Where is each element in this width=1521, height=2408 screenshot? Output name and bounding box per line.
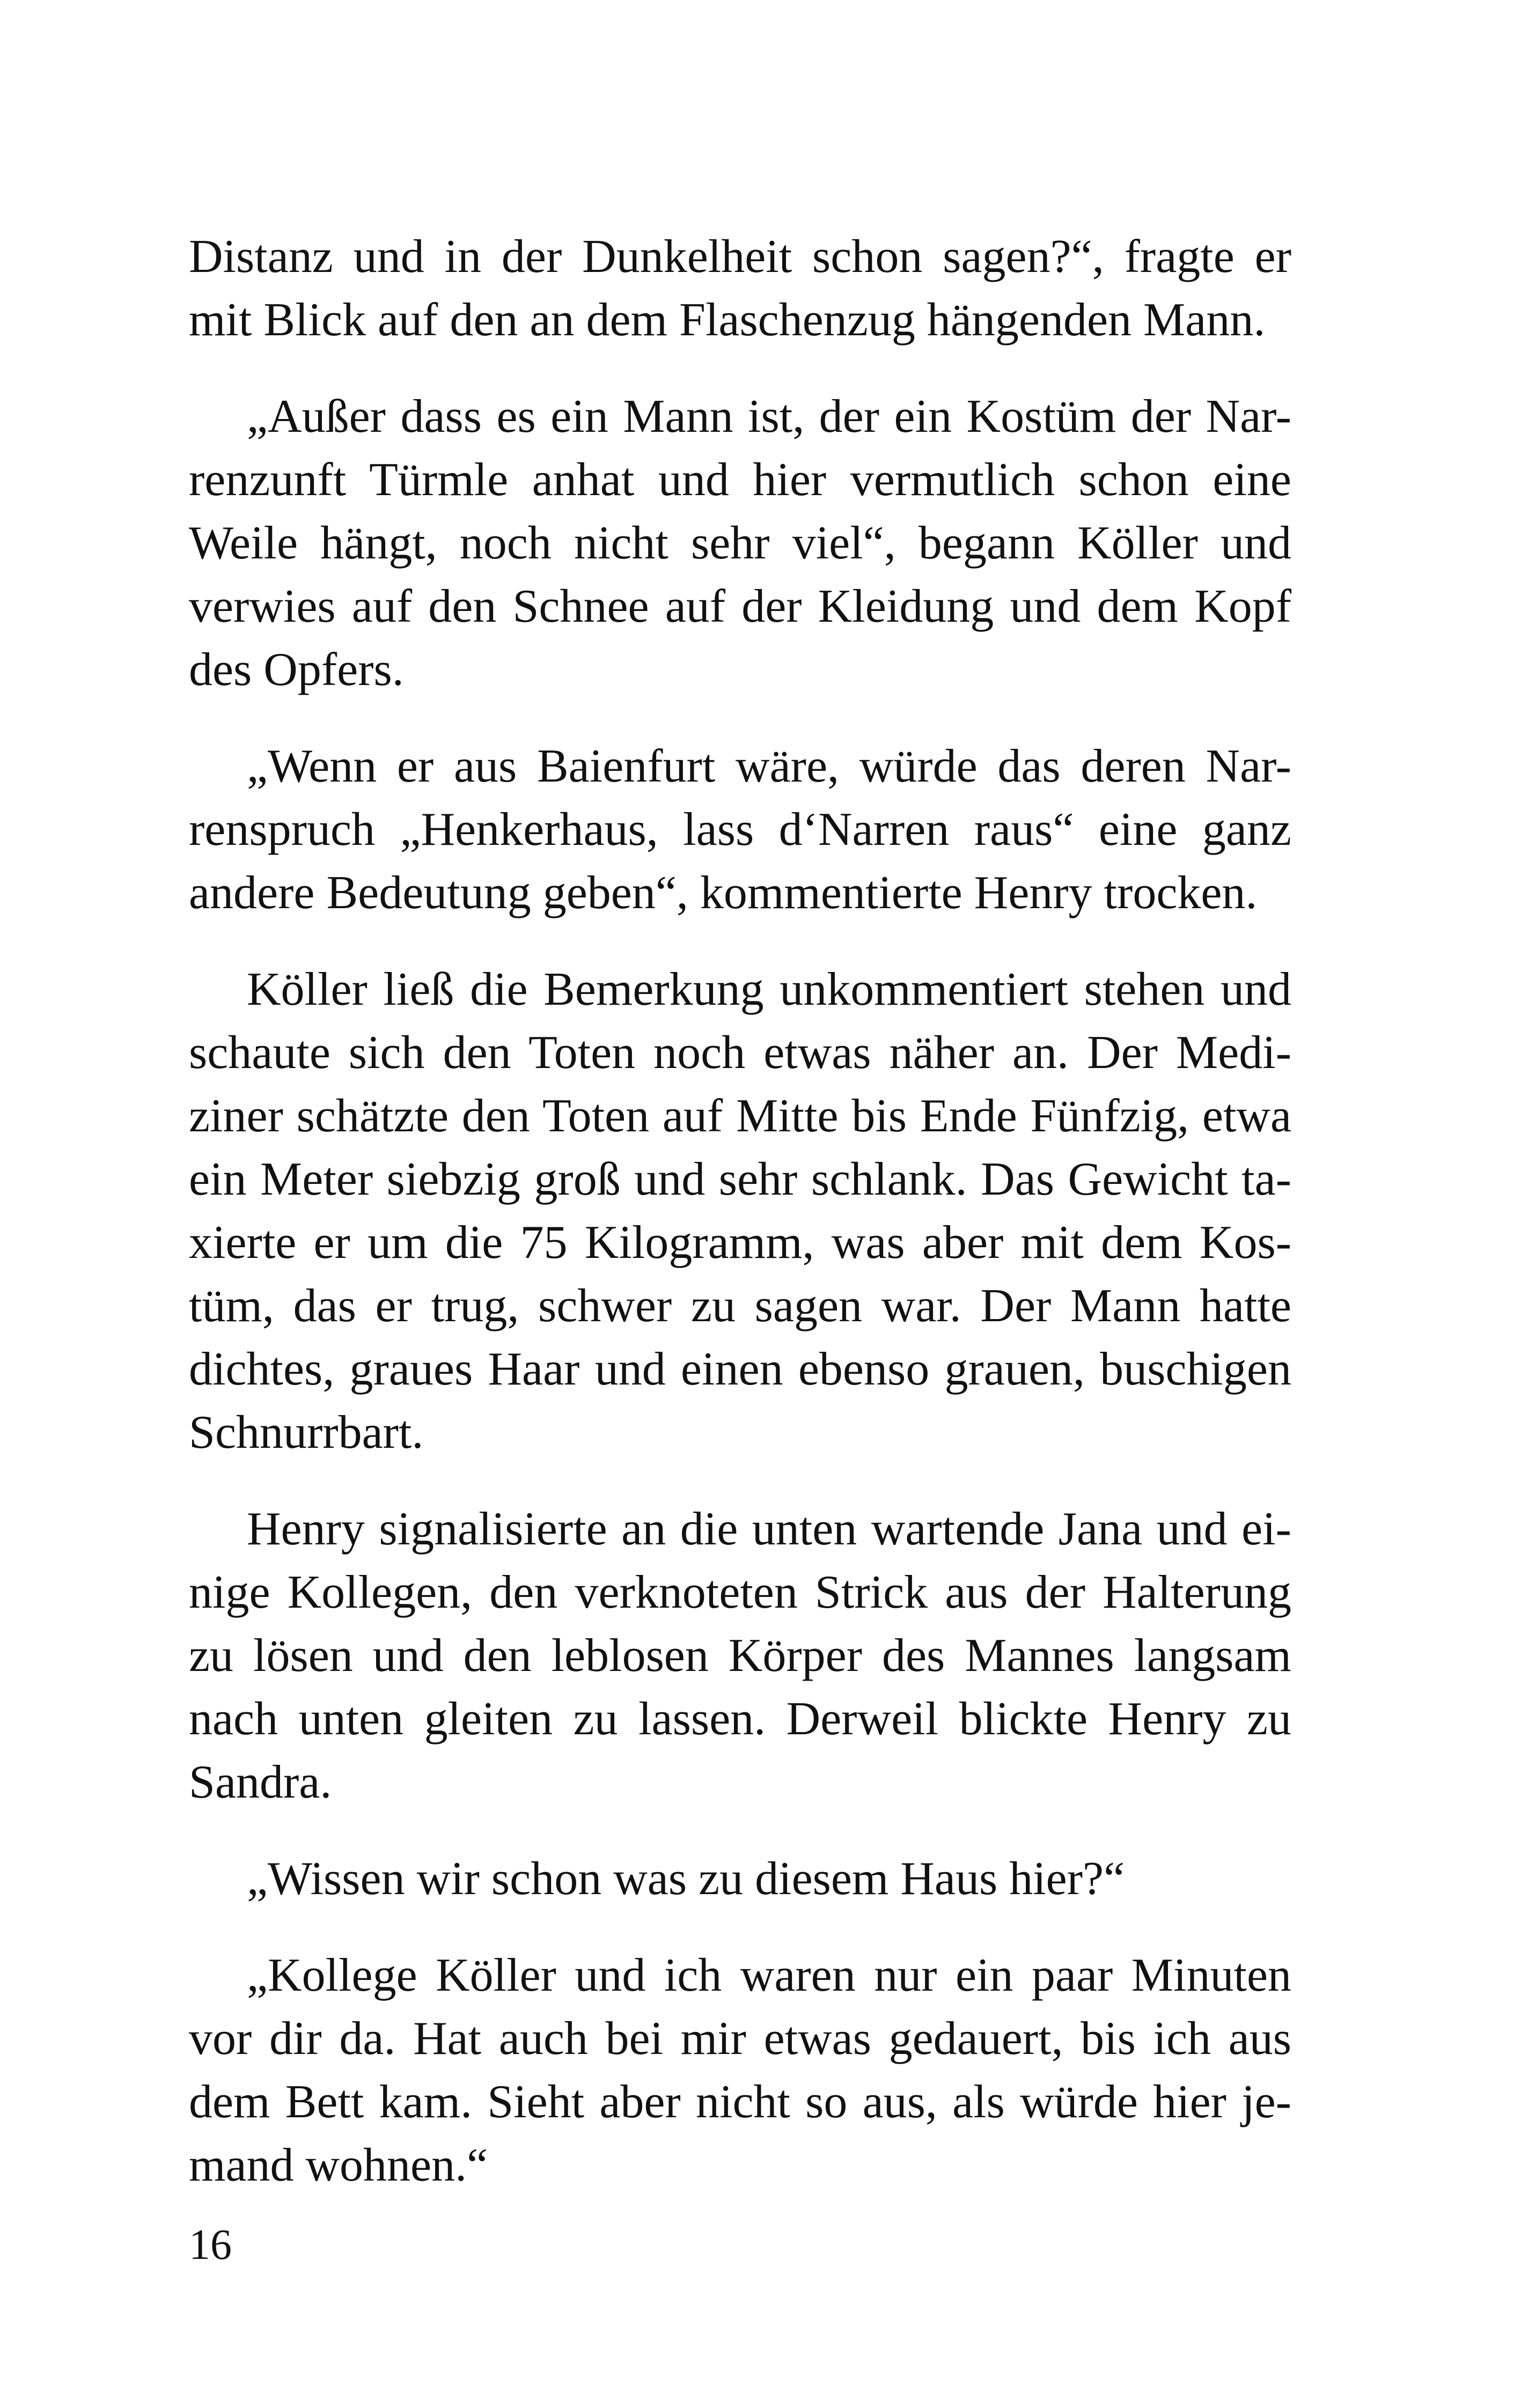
- paragraph: [189, 225, 1291, 352]
- text-line: ziner schätzte den Toten auf Mitte bis Ende Fünfzig, etwa: [189, 1090, 1291, 1142]
- text-line: Sandra.: [189, 1756, 332, 1808]
- paragraph: [189, 735, 1291, 925]
- paragraph: [189, 385, 1291, 702]
- text-line: Weile hängt, noch nicht sehr viel“, begann Köller und: [189, 517, 1291, 569]
- paragraph: [189, 958, 1291, 1464]
- text-line: ein Meter siebzig groß und sehr schlank. Das Gewicht ta-: [189, 1153, 1291, 1205]
- text-line: dichtes, graues Haar und einen ebenso grauen, buschigen: [189, 1343, 1291, 1395]
- page-number: 16: [189, 2221, 232, 2269]
- text-line: renspruch „Henkerhaus, lass d‘Narren raus“ eine ganz: [189, 804, 1291, 856]
- text-line: Köller ließ die Bemerkung unkommentiert stehen und: [247, 963, 1291, 1015]
- text-line: mit Blick auf den an dem Flaschenzug hängenden Mann.: [189, 294, 1266, 346]
- paragraph: [189, 1498, 1291, 1814]
- text-line: zu lösen und den leblosen Körper des Mannes langsam: [189, 1630, 1291, 1682]
- paragraph: [189, 1944, 1291, 2197]
- text-line: „Wissen wir schon was zu diesem Haus hier?“: [247, 1853, 1125, 1905]
- text-line: mand wohnen.“: [189, 2139, 488, 2191]
- text-line: „Wenn er aus Baienfurt wäre, würde das deren Nar-: [247, 740, 1291, 792]
- text-line: dem Bett kam. Sieht aber nicht so aus, als würde hier je-: [189, 2076, 1291, 2128]
- body-text: [189, 225, 1291, 2230]
- text-line: tüm, das er trug, schwer zu sagen war. Der Mann hatte: [189, 1280, 1291, 1332]
- text-line: nige Kollegen, den verknoteten Strick aus der Halterung: [189, 1566, 1291, 1618]
- paragraph: [189, 1847, 1291, 1911]
- text-line: vor dir da. Hat auch bei mir etwas gedauert, bis ich aus: [189, 2013, 1291, 2065]
- text-line: „Außer dass es ein Mann ist, der ein Kostüm der Nar-: [247, 391, 1291, 443]
- text-line: des Opfers.: [189, 644, 404, 696]
- text-line: andere Bedeutung geben“, kommentierte Henry trocken.: [189, 867, 1258, 919]
- text-line: Henry signalisierte an die unten wartende Jana und ei-: [247, 1503, 1291, 1555]
- text-line: Schnurrbart.: [189, 1406, 424, 1459]
- text-line: verwies auf den Schnee auf der Kleidung und dem Kopf: [189, 580, 1291, 632]
- text-line: renzunft Türmle anhat und hier vermutlich schon eine: [189, 454, 1291, 506]
- text-line: Distanz und in der Dunkelheit schon sagen?“, fragte er: [189, 231, 1291, 283]
- text-line: nach unten gleiten zu lassen. Derweil blickte Henry zu: [189, 1693, 1291, 1745]
- text-line: „Kollege Köller und ich waren nur ein paar Minuten: [247, 1949, 1291, 2001]
- text-line: schaute sich den Toten noch etwas näher an. Der Medi-: [189, 1027, 1291, 1079]
- text-line: xierte er um die 75 Kilogramm, was aber mit dem Kos-: [189, 1217, 1291, 1269]
